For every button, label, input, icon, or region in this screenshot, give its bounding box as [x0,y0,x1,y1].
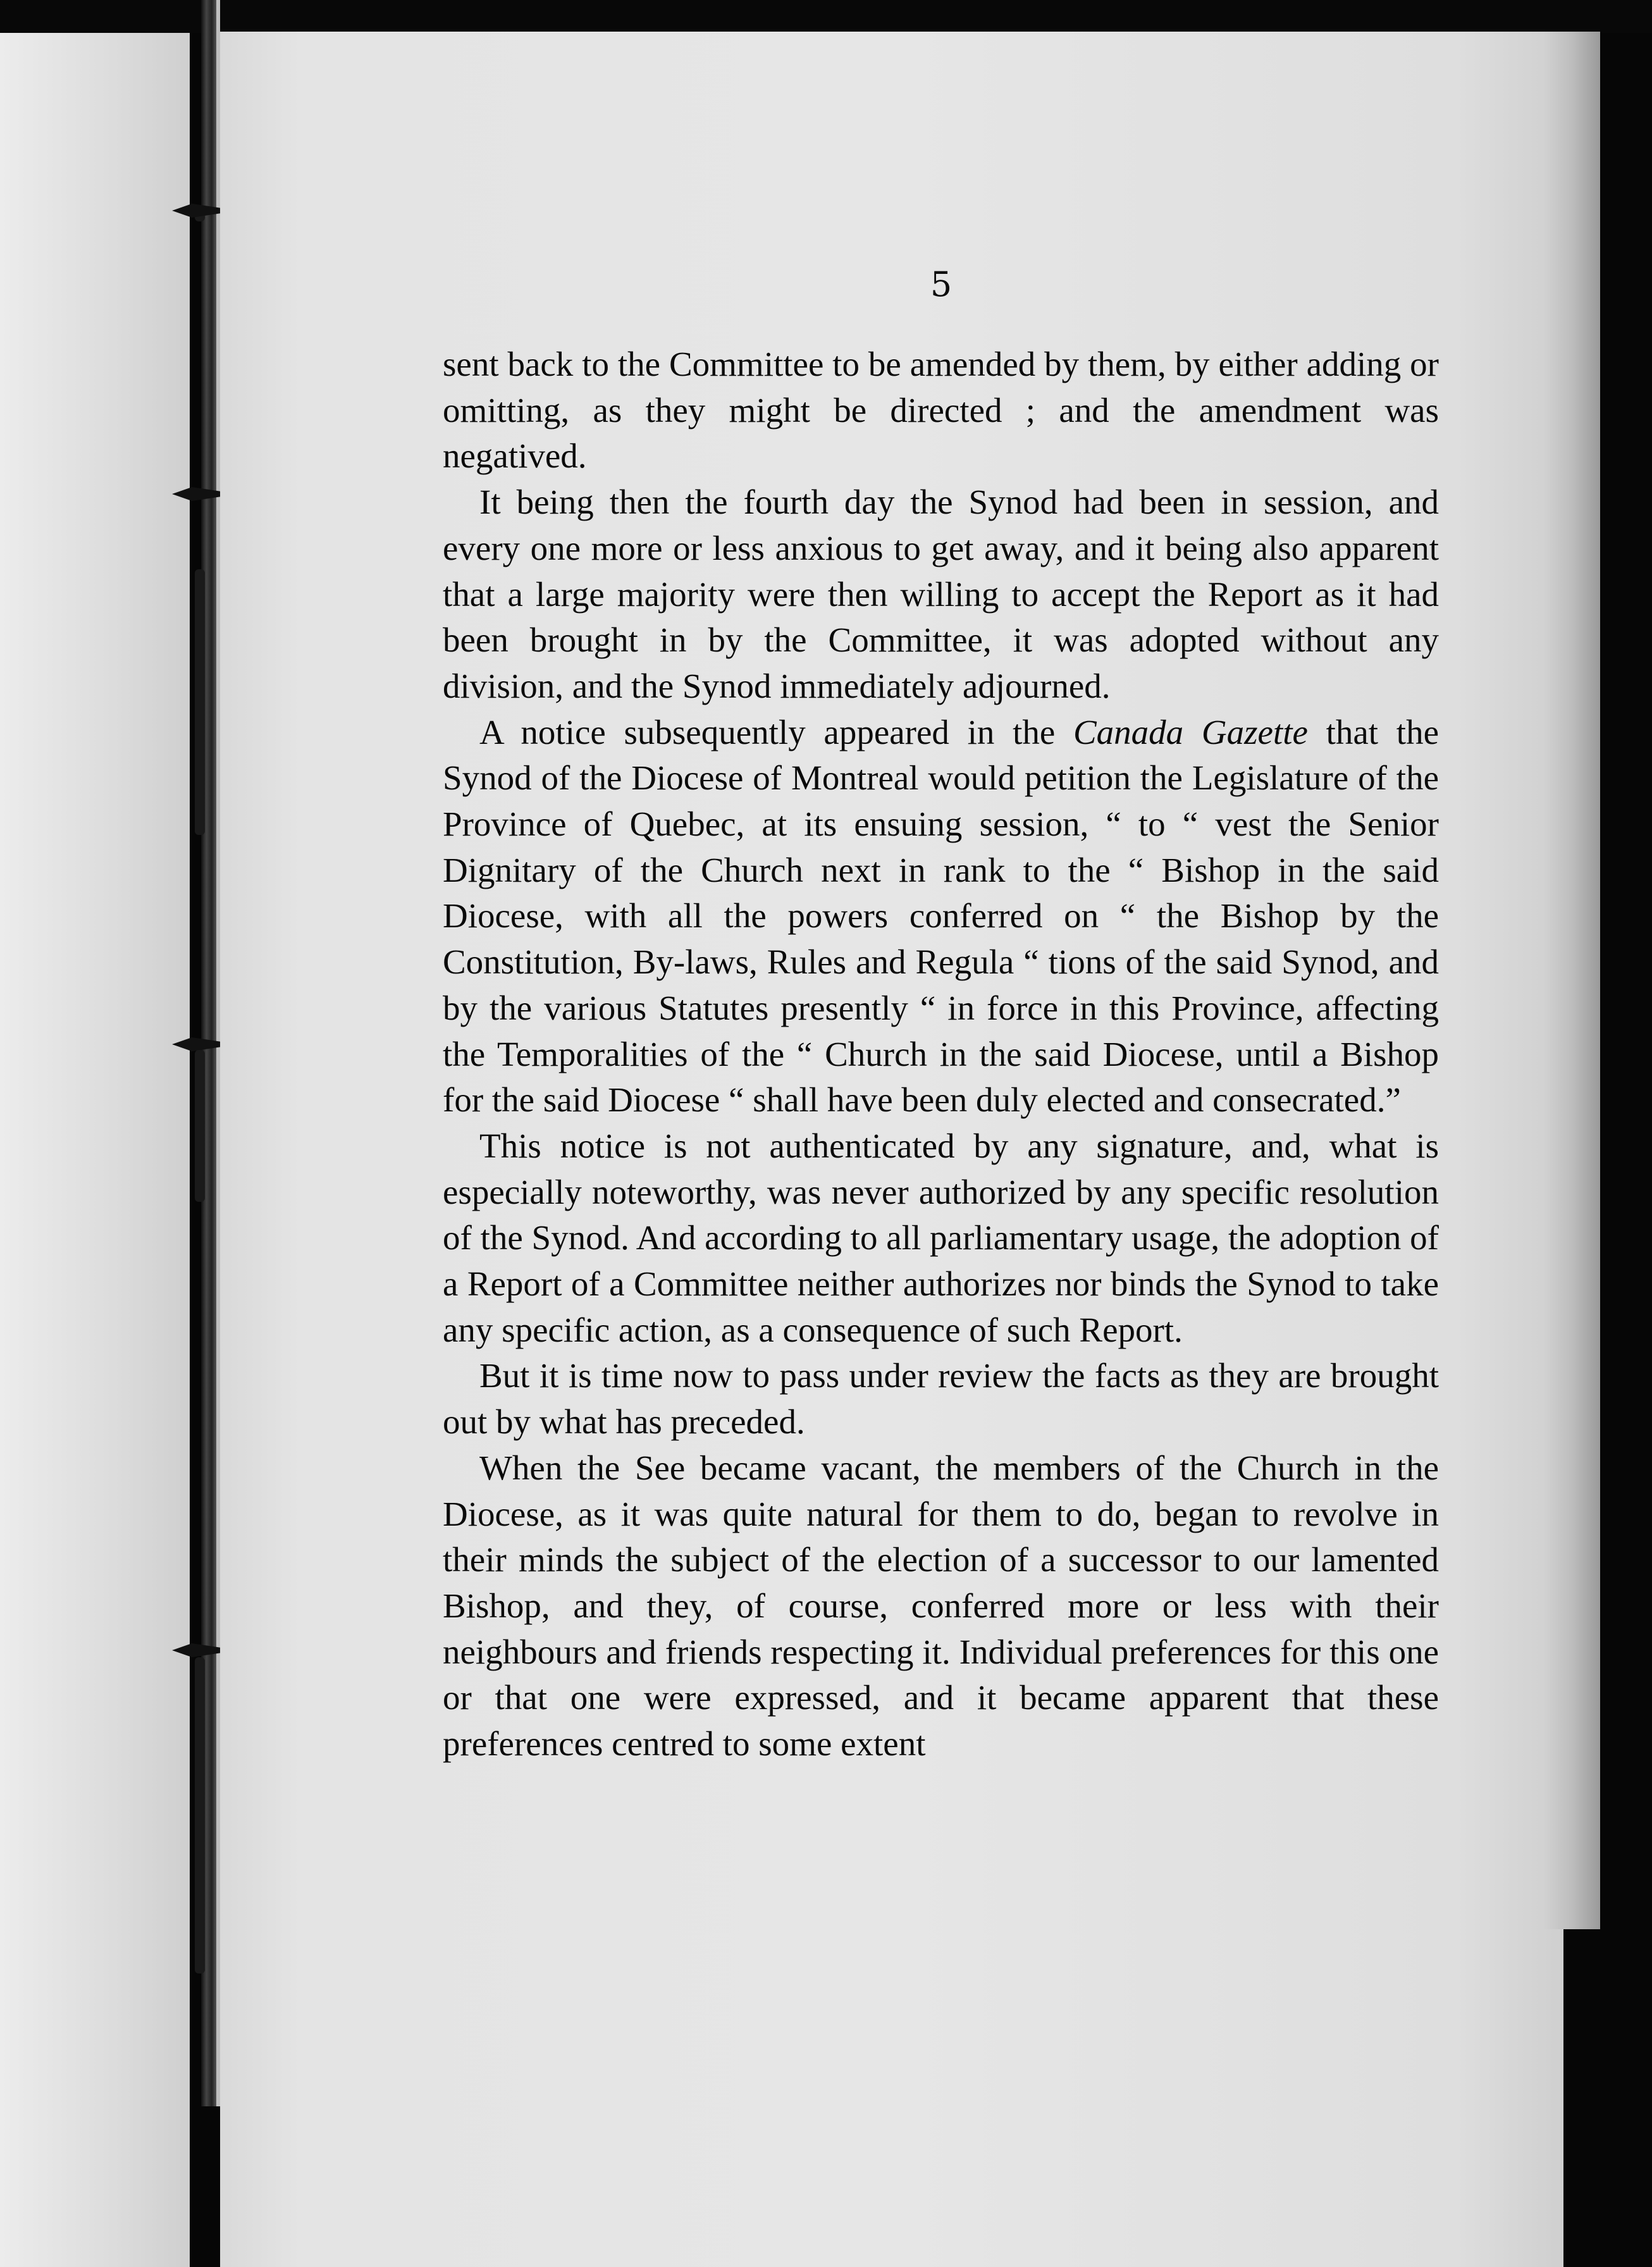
paragraph: But it is time now to pass under review the facts as they are brought out by what has preceded. [443,1356,1439,1442]
paragraph-text: that the Synod of the Diocese of Montreal would petition the Legislature of the Province of Quebec, at its ensuing session, “ to “ vest the Senior Dignitary of the Church next in rank to the “ Bishop in the said Diocese, with all the powers conferred on “ the Bishop by the Constitution, By-laws, Rules and Regula “ tions of the said Synod, and by the various Statutes presently “ in force in this Province, affecting the Temporalities of the “ Church in the said Diocese, until a Bishop for the said Diocese “ shall have been duly elected and consecrated.” [443,712,1439,1120]
paragraph: It being then the fourth day the Synod had been in session, and every one more or less anxious to get away, and it being also apparent that a large majority were then willing to accept the Report as it had been brought in by the Committee, it was adopted without any division, and the Synod immediately adjourned. [443,483,1439,705]
binding-thread [195,1050,205,1202]
paragraph: sent back to the Committee to be amended by them, by either adding or omitting, as they might be directed ; and the amendment was negatived. [443,345,1439,476]
binding-thread [195,1657,205,1974]
body-text [443,342,1439,1767]
paragraph [443,710,1439,1123]
publication-title: Canada Gazette [1073,712,1308,751]
paragraph: This notice is not authenticated by any signature, and, what is especially noteworthy, was never authorized by any specific resolution of the Synod. And according to all parliamentary usage, the adoption of a Report of a Committee neither authorizes nor binds the Synod to take any specific action, as a consequence of such Report. [443,1126,1439,1349]
binding-thread [195,569,205,835]
page-edge-shadow [1543,32,1600,1929]
paragraph-text: A notice subsequently appeared in the [479,712,1073,751]
paragraph: When the See became vacant, the members of the Church in the Diocese, as it was quite natural for them to do, began to revolve in their minds the subject of the election of a successor to our lamented Bishop, and they, of course, conferred more or less with their neighbours and friends respecting it. Individual preferences for this one or that one were expressed, and it became apparent that these preferences centred to some extent [443,1448,1439,1764]
scan-top-border [0,0,1652,33]
page-number: 5 [930,264,952,304]
facing-page-margin [0,0,190,2267]
